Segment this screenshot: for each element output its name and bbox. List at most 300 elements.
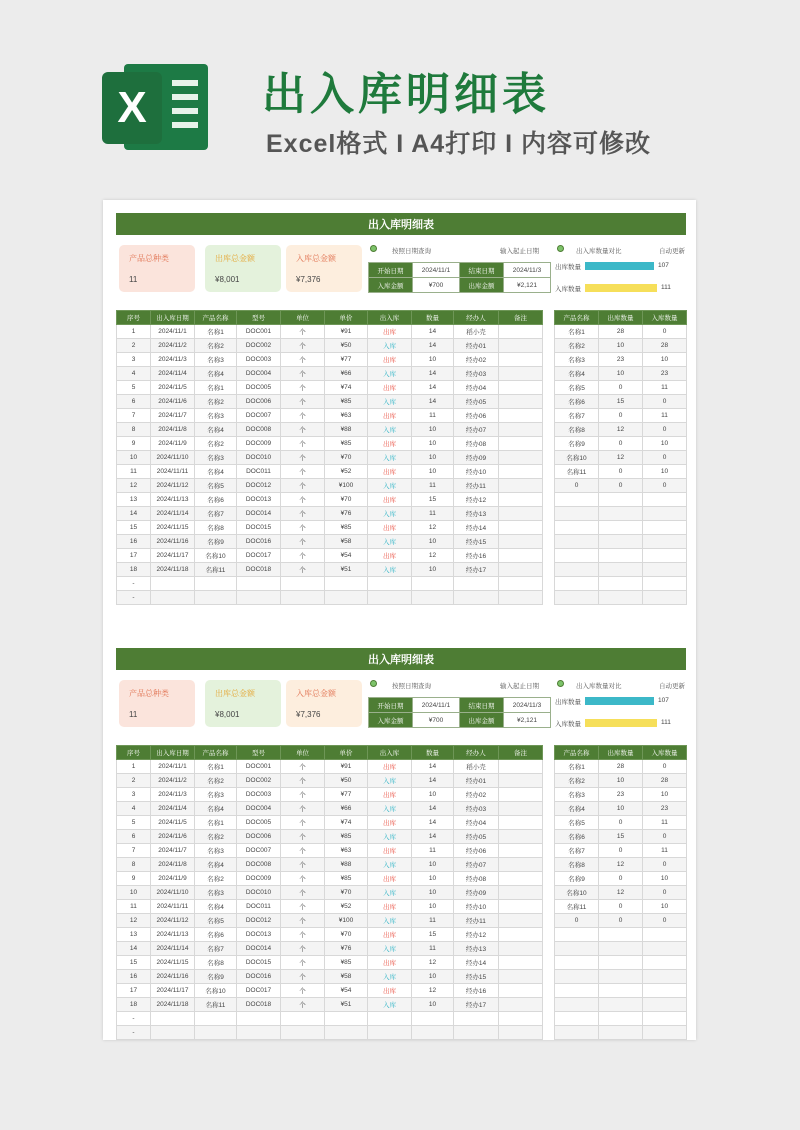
table-row[interactable] [117,816,543,830]
table-cell[interactable]: ¥70 [325,451,368,465]
table-row[interactable] [117,381,543,395]
summary-cell[interactable]: 0 [599,900,643,914]
table-cell[interactable]: ¥63 [325,844,368,858]
table-cell[interactable]: ¥85 [325,830,368,844]
summary-cell[interactable] [643,1012,687,1026]
table-row[interactable] [117,507,543,521]
summary-cell[interactable]: 名称3 [555,353,599,367]
summary-cell[interactable]: 0 [599,914,643,928]
table-cell[interactable]: 经办13 [454,507,499,521]
table-cell[interactable]: 出库 [368,816,412,830]
summary-row[interactable] [555,521,687,535]
table-cell[interactable]: 2024/11/17 [151,984,195,998]
table-cell[interactable]: 9 [117,872,151,886]
summary-cell[interactable]: 名称9 [555,872,599,886]
table-cell[interactable]: 14 [412,774,454,788]
table-cell[interactable]: 经办04 [454,381,499,395]
table-cell[interactable]: 入库 [368,479,412,493]
table-cell[interactable]: ¥76 [325,942,368,956]
summary-cell[interactable]: 10 [643,353,687,367]
table-cell[interactable]: 10 [412,535,454,549]
table-cell[interactable] [499,900,543,914]
summary-cell[interactable] [555,521,599,535]
table-cell[interactable]: 经办17 [454,563,499,577]
table-cell[interactable] [454,591,499,605]
table-cell[interactable]: 2024/11/6 [151,395,195,409]
table-cell[interactable]: 10 [412,970,454,984]
table-cell[interactable]: 个 [281,353,325,367]
table-row[interactable] [117,914,543,928]
table-cell[interactable]: 2024/11/16 [151,970,195,984]
summary-cell[interactable]: 0 [643,423,687,437]
table-cell[interactable]: 2024/11/1 [151,760,195,774]
summary-cell[interactable]: 0 [643,858,687,872]
table-row[interactable] [117,942,543,956]
table-row[interactable] [117,451,543,465]
table-cell[interactable]: DOC013 [237,493,281,507]
table-row[interactable] [117,984,543,998]
summary-cell[interactable]: 名称3 [555,788,599,802]
summary-cell[interactable]: 0 [599,465,643,479]
summary-cell[interactable]: 12 [599,423,643,437]
table-row[interactable] [117,1012,543,1026]
summary-cell[interactable] [643,507,687,521]
table-cell[interactable]: 2024/11/15 [151,521,195,535]
summary-cell[interactable] [555,1026,599,1040]
summary-row[interactable] [555,381,687,395]
table-cell[interactable]: DOC002 [237,339,281,353]
summary-cell[interactable] [599,970,643,984]
table-cell[interactable] [368,1012,412,1026]
compare-radio[interactable] [557,680,564,687]
table-cell[interactable]: ¥85 [325,956,368,970]
table-cell[interactable]: 经办15 [454,535,499,549]
table-cell[interactable]: 10 [412,886,454,900]
summary-cell[interactable]: 15 [599,395,643,409]
summary-cell[interactable]: 名称10 [555,886,599,900]
table-cell[interactable]: 个 [281,535,325,549]
table-cell[interactable]: 经办03 [454,367,499,381]
table-cell[interactable]: 2024/11/10 [151,451,195,465]
table-cell[interactable]: ¥66 [325,367,368,381]
summary-cell[interactable]: 名称2 [555,774,599,788]
table-cell[interactable] [499,451,543,465]
table-cell[interactable]: 个 [281,774,325,788]
table-row[interactable] [117,325,543,339]
summary-row[interactable] [555,549,687,563]
summary-cell[interactable] [555,998,599,1012]
summary-row[interactable] [555,367,687,381]
table-cell[interactable]: 2024/11/18 [151,998,195,1012]
table-cell[interactable]: 名称2 [195,437,237,451]
table-cell[interactable]: 经办03 [454,802,499,816]
summary-row[interactable] [555,479,687,493]
table-cell[interactable]: 10 [412,353,454,367]
summary-cell[interactable]: 0 [555,914,599,928]
table-cell[interactable]: 名称2 [195,774,237,788]
summary-cell[interactable]: 名称5 [555,381,599,395]
date-query-radio[interactable] [370,245,377,252]
table-cell[interactable]: 12 [412,956,454,970]
table-cell[interactable]: ¥77 [325,788,368,802]
table-cell[interactable]: ¥58 [325,535,368,549]
table-cell[interactable] [237,577,281,591]
summary-row[interactable] [555,872,687,886]
summary-cell[interactable] [643,1026,687,1040]
table-cell[interactable]: 18 [117,998,151,1012]
table-cell[interactable]: 2024/11/8 [151,858,195,872]
table-cell[interactable]: 个 [281,549,325,563]
summary-row[interactable] [555,423,687,437]
table-cell[interactable]: 入库 [368,802,412,816]
table-cell[interactable]: 出库 [368,760,412,774]
table-cell[interactable]: 10 [412,788,454,802]
summary-cell[interactable]: 名称7 [555,409,599,423]
table-cell[interactable]: ¥51 [325,998,368,1012]
summary-cell[interactable] [599,984,643,998]
table-cell[interactable] [499,465,543,479]
table-cell[interactable]: 个 [281,367,325,381]
summary-cell[interactable] [599,521,643,535]
table-cell[interactable]: 个 [281,886,325,900]
table-cell[interactable]: 个 [281,900,325,914]
summary-cell[interactable]: 10 [599,339,643,353]
summary-cell[interactable] [555,591,599,605]
table-cell[interactable] [499,325,543,339]
summary-cell[interactable]: 11 [643,409,687,423]
table-cell[interactable]: - [117,1026,151,1040]
table-cell[interactable]: ¥91 [325,760,368,774]
table-cell[interactable] [368,577,412,591]
table-row[interactable] [117,353,543,367]
table-cell[interactable]: 名称3 [195,451,237,465]
summary-row[interactable] [555,942,687,956]
table-cell[interactable]: 入库 [368,507,412,521]
table-cell[interactable]: DOC010 [237,886,281,900]
table-cell[interactable]: 个 [281,872,325,886]
table-cell[interactable]: 出库 [368,521,412,535]
table-cell[interactable]: 6 [117,395,151,409]
table-cell[interactable]: 名称3 [195,788,237,802]
table-cell[interactable]: 18 [117,563,151,577]
table-cell[interactable]: 2024/11/15 [151,956,195,970]
table-row[interactable] [117,830,543,844]
table-cell[interactable] [499,577,543,591]
table-cell[interactable]: 11 [412,507,454,521]
table-cell[interactable]: 经办17 [454,998,499,1012]
table-cell[interactable]: 个 [281,423,325,437]
table-cell[interactable]: 个 [281,956,325,970]
table-cell[interactable]: 名称7 [195,942,237,956]
summary-cell[interactable]: 0 [599,479,643,493]
table-cell[interactable]: 经办04 [454,816,499,830]
table-cell[interactable]: 2024/11/13 [151,493,195,507]
table-cell[interactable]: DOC001 [237,760,281,774]
table-cell[interactable]: 14 [412,339,454,353]
table-cell[interactable]: 15 [412,928,454,942]
table-cell[interactable]: 个 [281,437,325,451]
table-cell[interactable]: 经办06 [454,844,499,858]
table-row[interactable] [117,788,543,802]
table-cell[interactable]: 名称9 [195,970,237,984]
table-cell[interactable]: 名称10 [195,549,237,563]
summary-cell[interactable] [643,998,687,1012]
table-cell[interactable] [499,423,543,437]
table-cell[interactable] [499,914,543,928]
summary-row[interactable] [555,928,687,942]
table-cell[interactable]: DOC008 [237,423,281,437]
table-row[interactable] [117,395,543,409]
table-cell[interactable]: ¥85 [325,872,368,886]
table-cell[interactable]: 个 [281,942,325,956]
table-cell[interactable]: 3 [117,788,151,802]
table-cell[interactable]: DOC001 [237,325,281,339]
start-date-input[interactable]: 2024/11/1 [413,698,460,713]
summary-cell[interactable]: 0 [599,437,643,451]
table-cell[interactable] [499,858,543,872]
table-cell[interactable]: 经办09 [454,886,499,900]
table-cell[interactable] [499,535,543,549]
table-cell[interactable]: 入库 [368,858,412,872]
summary-row[interactable] [555,984,687,998]
table-cell[interactable]: 个 [281,844,325,858]
summary-cell[interactable]: 名称1 [555,325,599,339]
table-row[interactable] [117,802,543,816]
table-cell[interactable]: ¥100 [325,914,368,928]
table-row[interactable] [117,577,543,591]
table-cell[interactable]: 出库 [368,956,412,970]
table-cell[interactable]: 经办10 [454,465,499,479]
table-cell[interactable]: 4 [117,802,151,816]
summary-cell[interactable]: 23 [643,802,687,816]
table-row[interactable] [117,998,543,1012]
table-cell[interactable] [325,591,368,605]
table-cell[interactable]: 2 [117,774,151,788]
summary-cell[interactable] [599,1012,643,1026]
table-cell[interactable]: ¥58 [325,970,368,984]
table-cell[interactable]: 个 [281,409,325,423]
table-row[interactable] [117,549,543,563]
table-cell[interactable] [151,1012,195,1026]
table-cell[interactable]: 个 [281,914,325,928]
table-cell[interactable]: 11 [117,465,151,479]
table-cell[interactable]: 2024/11/3 [151,353,195,367]
table-cell[interactable]: DOC010 [237,451,281,465]
table-cell[interactable]: 经办01 [454,774,499,788]
summary-cell[interactable]: 0 [555,479,599,493]
summary-cell[interactable] [643,928,687,942]
summary-cell[interactable]: 12 [599,858,643,872]
table-cell[interactable] [499,479,543,493]
table-cell[interactable]: 名称2 [195,395,237,409]
summary-row[interactable] [555,970,687,984]
table-cell[interactable]: 8 [117,858,151,872]
table-cell[interactable]: 2024/11/5 [151,816,195,830]
table-row[interactable] [117,521,543,535]
table-cell[interactable]: 2024/11/13 [151,928,195,942]
summary-cell[interactable] [599,928,643,942]
table-cell[interactable]: 个 [281,830,325,844]
summary-cell[interactable]: 10 [643,788,687,802]
table-cell[interactable]: 名称5 [195,914,237,928]
table-cell[interactable] [237,591,281,605]
table-cell[interactable] [281,1026,325,1040]
table-cell[interactable]: 个 [281,381,325,395]
table-cell[interactable]: 2024/11/8 [151,423,195,437]
table-cell[interactable]: 个 [281,970,325,984]
summary-cell[interactable] [599,507,643,521]
table-cell[interactable]: ¥70 [325,493,368,507]
table-cell[interactable]: 11 [412,409,454,423]
table-cell[interactable] [499,437,543,451]
table-cell[interactable]: 个 [281,928,325,942]
table-cell[interactable]: DOC007 [237,409,281,423]
table-cell[interactable]: 名称10 [195,984,237,998]
table-cell[interactable]: 出库 [368,844,412,858]
table-cell[interactable]: 10 [117,886,151,900]
table-cell[interactable]: ¥52 [325,465,368,479]
summary-cell[interactable] [555,507,599,521]
table-cell[interactable]: 名称4 [195,367,237,381]
table-cell[interactable]: ¥74 [325,381,368,395]
summary-row[interactable] [555,802,687,816]
summary-cell[interactable]: 0 [643,830,687,844]
table-cell[interactable]: 名称4 [195,802,237,816]
table-cell[interactable] [499,886,543,900]
table-cell[interactable]: 2024/11/12 [151,479,195,493]
summary-cell[interactable]: 名称6 [555,830,599,844]
table-cell[interactable] [281,577,325,591]
table-cell[interactable]: 出库 [368,928,412,942]
table-cell[interactable]: 14 [412,830,454,844]
summary-row[interactable] [555,774,687,788]
table-cell[interactable] [499,928,543,942]
summary-cell[interactable]: 名称8 [555,858,599,872]
table-cell[interactable]: 1 [117,325,151,339]
summary-cell[interactable]: 0 [599,872,643,886]
table-cell[interactable] [195,1012,237,1026]
table-cell[interactable]: 7 [117,844,151,858]
summary-cell[interactable] [643,591,687,605]
summary-cell[interactable] [599,535,643,549]
table-cell[interactable]: ¥85 [325,395,368,409]
table-cell[interactable]: 入库 [368,367,412,381]
table-cell[interactable] [454,1012,499,1026]
table-cell[interactable]: 2024/11/14 [151,507,195,521]
table-cell[interactable]: 10 [412,872,454,886]
table-cell[interactable]: 入库 [368,563,412,577]
table-cell[interactable]: 名称2 [195,872,237,886]
table-cell[interactable]: ¥50 [325,774,368,788]
table-row[interactable] [117,591,543,605]
summary-cell[interactable]: 名称11 [555,900,599,914]
summary-row[interactable] [555,409,687,423]
summary-cell[interactable]: 28 [599,760,643,774]
table-cell[interactable]: ¥70 [325,928,368,942]
table-cell[interactable] [281,1012,325,1026]
table-cell[interactable]: DOC009 [237,437,281,451]
summary-cell[interactable] [555,493,599,507]
table-cell[interactable]: 经办16 [454,984,499,998]
table-cell[interactable]: ¥66 [325,802,368,816]
table-cell[interactable]: ¥50 [325,339,368,353]
summary-row[interactable] [555,760,687,774]
table-cell[interactable] [195,591,237,605]
table-cell[interactable] [499,1026,543,1040]
table-row[interactable] [117,479,543,493]
table-cell[interactable]: 2024/11/7 [151,409,195,423]
summary-cell[interactable] [555,535,599,549]
table-cell[interactable]: 15 [117,956,151,970]
table-cell[interactable]: 个 [281,563,325,577]
summary-cell[interactable]: 名称1 [555,760,599,774]
table-cell[interactable] [412,591,454,605]
table-cell[interactable] [499,942,543,956]
summary-cell[interactable]: 0 [643,886,687,900]
table-cell[interactable]: 个 [281,998,325,1012]
table-row[interactable] [117,844,543,858]
table-cell[interactable]: DOC011 [237,465,281,479]
table-cell[interactable]: ¥74 [325,816,368,830]
table-row[interactable] [117,760,543,774]
summary-row[interactable] [555,844,687,858]
summary-row[interactable] [555,535,687,549]
table-cell[interactable]: DOC013 [237,928,281,942]
summary-cell[interactable] [555,928,599,942]
table-cell[interactable]: 个 [281,479,325,493]
summary-row[interactable] [555,1012,687,1026]
table-cell[interactable]: DOC015 [237,521,281,535]
summary-cell[interactable] [555,984,599,998]
summary-row[interactable] [555,437,687,451]
summary-cell[interactable]: 23 [599,788,643,802]
table-cell[interactable]: 出库 [368,900,412,914]
summary-cell[interactable] [599,577,643,591]
table-cell[interactable]: 11 [412,914,454,928]
summary-cell[interactable] [643,535,687,549]
start-date-input[interactable]: 2024/11/1 [413,263,460,278]
table-cell[interactable]: 名称8 [195,521,237,535]
summary-cell[interactable] [555,942,599,956]
table-cell[interactable]: 经办12 [454,928,499,942]
table-cell[interactable]: 出库 [368,437,412,451]
table-cell[interactable]: 12 [117,914,151,928]
table-cell[interactable]: 名称3 [195,844,237,858]
table-row[interactable] [117,367,543,381]
table-cell[interactable] [237,1012,281,1026]
table-row[interactable] [117,1026,543,1040]
summary-cell[interactable]: 0 [599,844,643,858]
table-row[interactable] [117,409,543,423]
summary-cell[interactable] [555,970,599,984]
summary-row[interactable] [555,998,687,1012]
table-cell[interactable]: 个 [281,802,325,816]
table-row[interactable] [117,563,543,577]
table-cell[interactable] [499,788,543,802]
summary-cell[interactable] [555,956,599,970]
summary-cell[interactable]: 名称5 [555,816,599,830]
summary-row[interactable] [555,507,687,521]
table-cell[interactable]: 名称3 [195,409,237,423]
summary-cell[interactable] [599,591,643,605]
table-cell[interactable]: 10 [412,423,454,437]
summary-cell[interactable] [643,493,687,507]
table-row[interactable] [117,437,543,451]
table-cell[interactable]: DOC016 [237,970,281,984]
table-cell[interactable]: 17 [117,549,151,563]
table-cell[interactable]: 入库 [368,423,412,437]
table-cell[interactable]: 入库 [368,395,412,409]
